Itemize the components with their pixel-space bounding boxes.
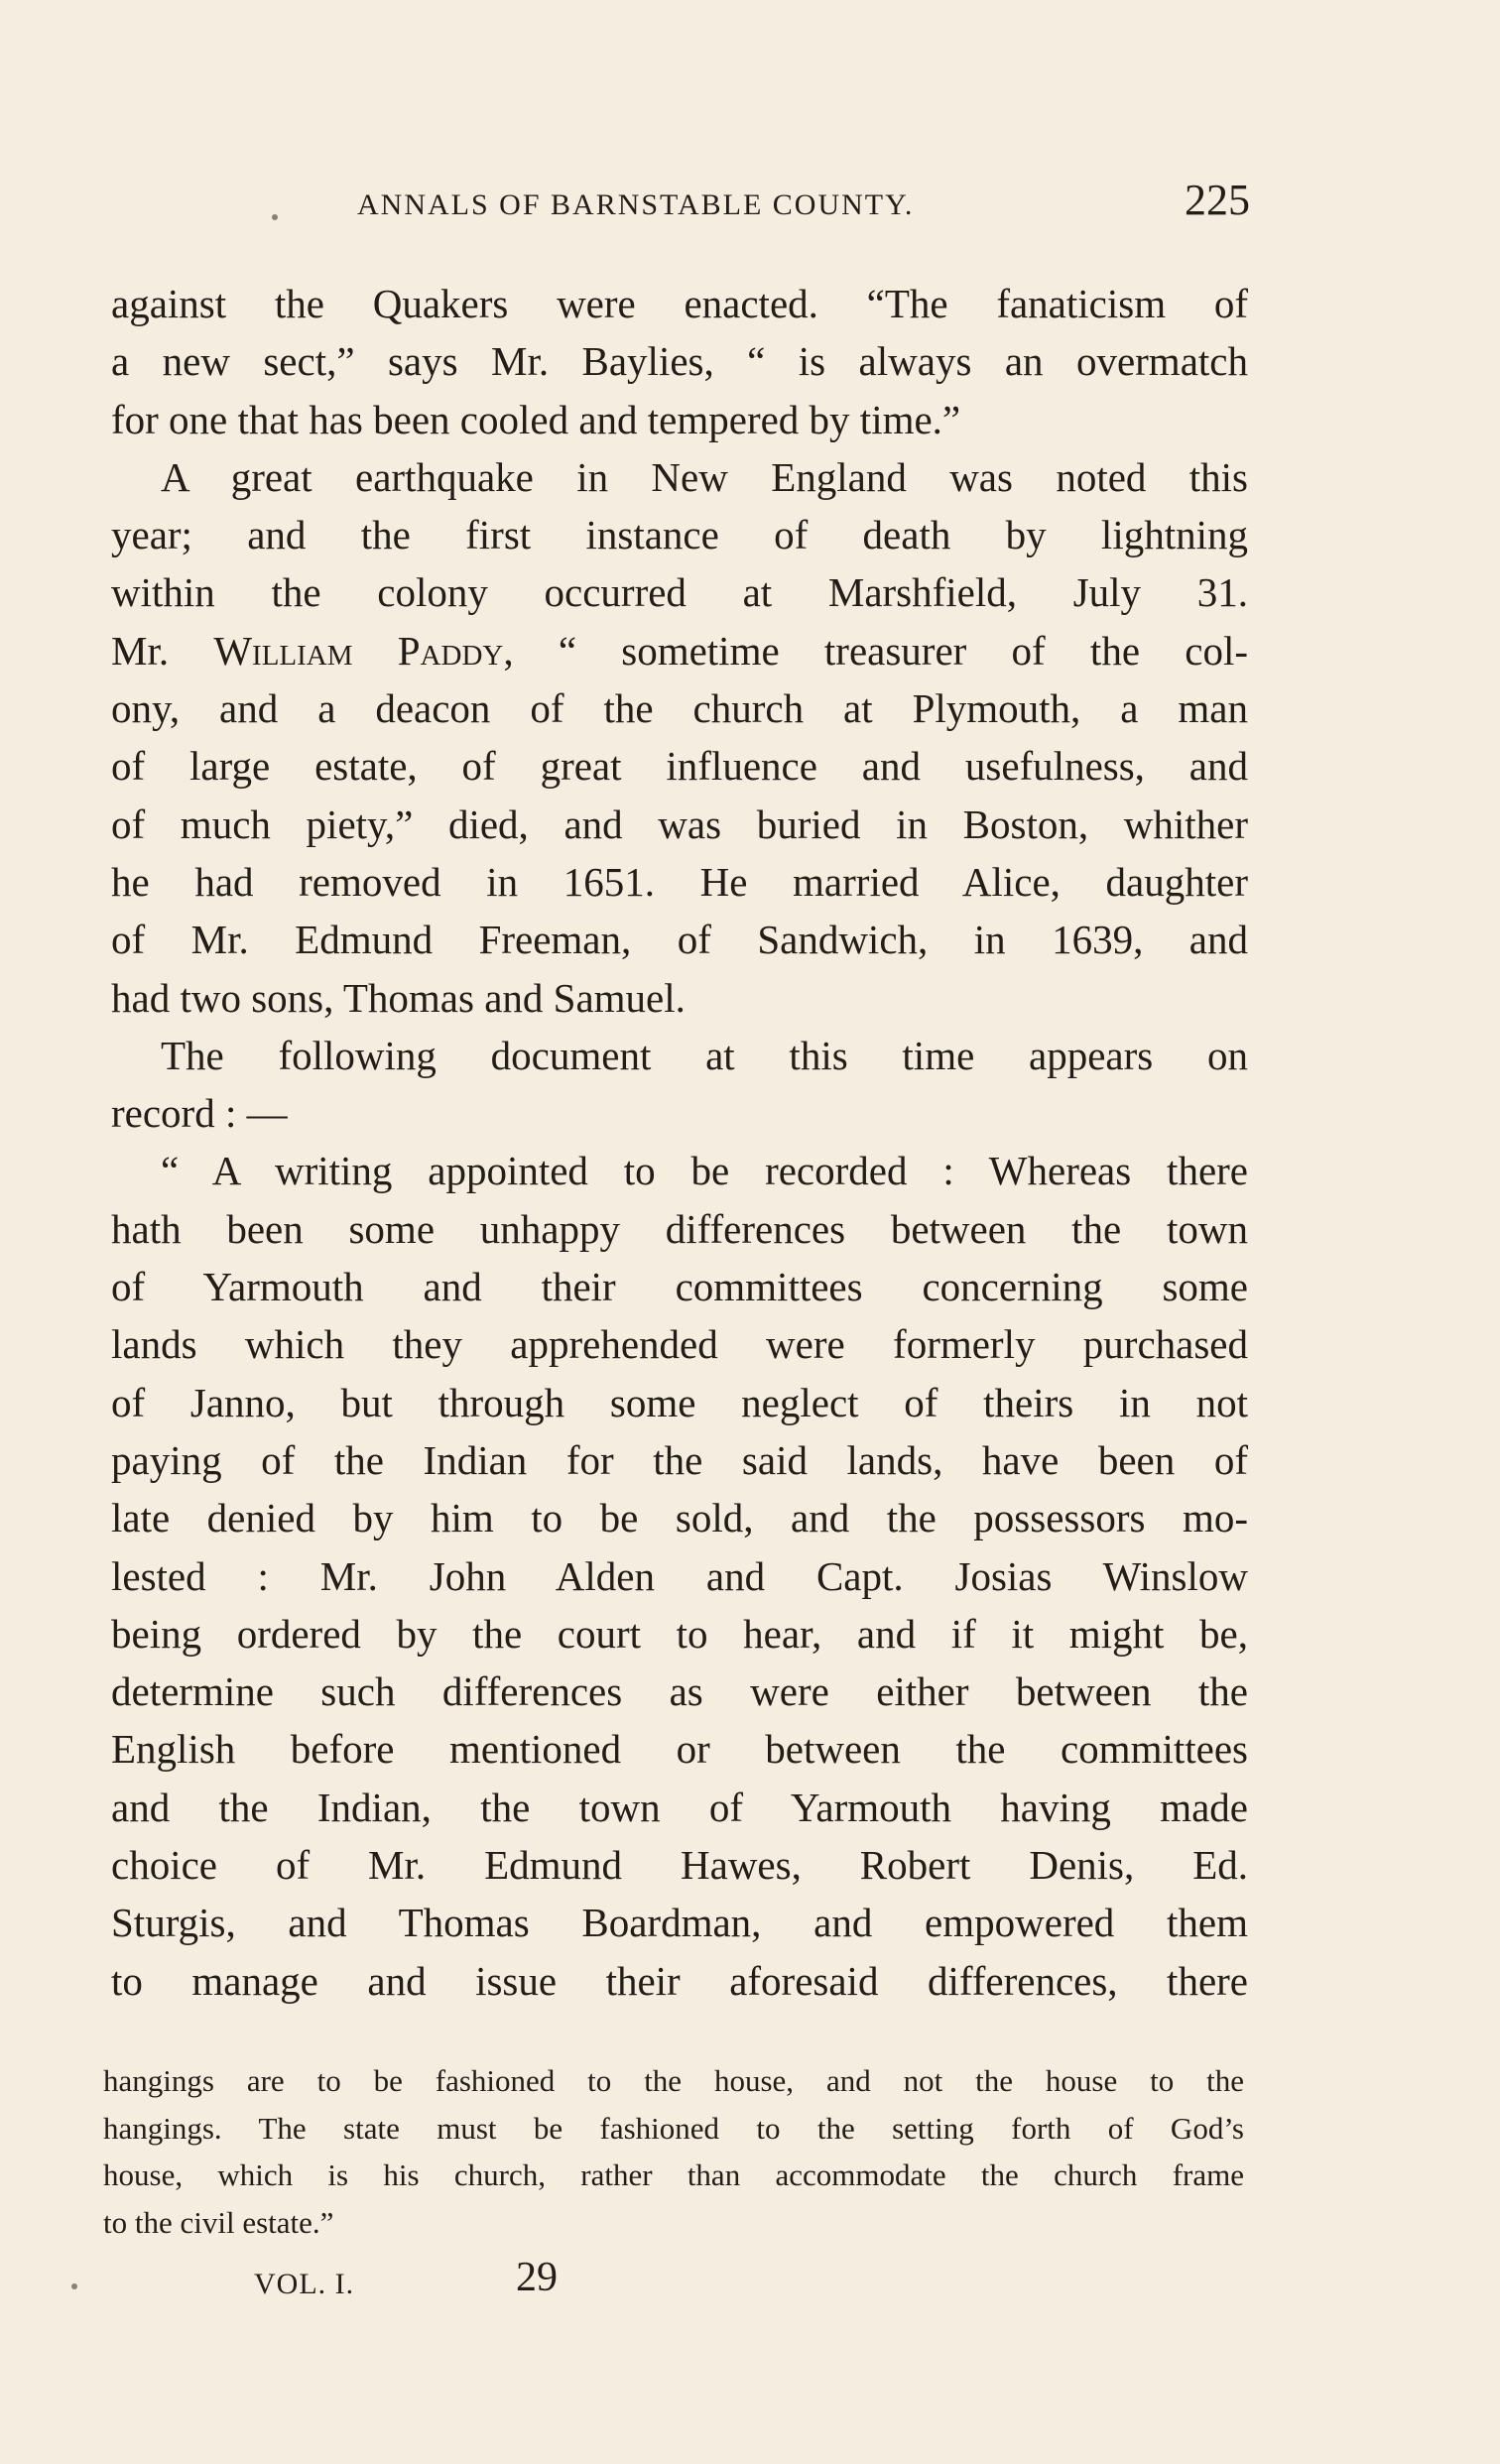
body-line: choice of Mr. Edmund Hawes, Robert Denis, Ed. xyxy=(111,1842,1248,1889)
body-line: of Yarmouth and their committees concerning some xyxy=(111,1264,1248,1310)
footnote-line: hangings are to be fashioned to the house, and not the house to the xyxy=(103,2063,1244,2098)
paddy-suffix: , “ sometime treasurer of the col- xyxy=(503,627,1248,674)
body-line: lested : Mr. John Alden and Capt. Josias Winslow xyxy=(111,1552,1248,1599)
signature-speck xyxy=(71,2283,77,2289)
footnote-line: to the civil estate.” xyxy=(103,2204,334,2240)
running-title: ANNALS OF BARNSTABLE COUNTY. xyxy=(357,188,915,221)
body-line: within the colony occurred at Marshfield, July 31. xyxy=(111,569,1248,616)
body-line: English before mentioned or between the committees xyxy=(111,1726,1248,1773)
body-line: being ordered by the court to hear, and if it might be, xyxy=(111,1610,1248,1657)
paddy-prefix: Mr. xyxy=(111,627,214,674)
body-line: had two sons, Thomas and Samuel. xyxy=(111,974,686,1021)
page-number: 225 xyxy=(1185,176,1250,224)
body-line: of Mr. Edmund Freeman, of Sandwich, in 1639, and xyxy=(111,917,1248,963)
main-text xyxy=(111,275,1248,2010)
body-line: year; and the first instance of death by lightning xyxy=(111,512,1248,558)
header-speck xyxy=(272,214,278,220)
body-line: ony, and a deacon of the church at Plymouth, a man xyxy=(111,685,1248,732)
running-head xyxy=(357,175,1250,234)
signature-mark xyxy=(254,2254,651,2313)
body-line: to manage and issue their aforesaid differences, there xyxy=(111,1957,1248,2004)
body-line: late denied by him to be sold, and the possessors mo- xyxy=(111,1495,1248,1541)
body-line: and the Indian, the town of Yarmouth having made xyxy=(111,1784,1248,1830)
body-line: The following document at this time appears on xyxy=(161,1032,1248,1078)
body-line: hath been some unhappy differences between the town xyxy=(111,1205,1248,1252)
body-line: paying of the Indian for the said lands, have been of xyxy=(111,1436,1248,1483)
body-line: A great earthquake in New England was noted this xyxy=(161,453,1248,500)
body-line: lands which they apprehended were formerly purchased xyxy=(111,1321,1248,1368)
signature-number: 29 xyxy=(516,2255,558,2300)
body-line: against the Quakers were enacted. “The fanaticism of xyxy=(111,281,1248,326)
footnote-line: hangings. The state must be fashioned to the setting forth of God’s xyxy=(103,2110,1244,2146)
body-line: Sturgis, and Thomas Boardman, and empowered them xyxy=(111,1900,1248,1946)
footnote-line: house, which is his church, rather than accommodate the church frame xyxy=(103,2157,1244,2192)
body-line: he had removed in 1651. He married Alice, daughter xyxy=(111,858,1248,905)
body-line: determine such differences as were either between the xyxy=(111,1668,1248,1715)
body-line-paddy xyxy=(111,622,1248,679)
body-line: for one that has been cooled and tempered by time.” xyxy=(111,396,961,442)
body-line: of much piety,” died, and was buried in Boston, whither xyxy=(111,801,1248,847)
body-line: a new sect,” says Mr. Baylies, “ is always an overmatch xyxy=(111,338,1248,385)
footnote xyxy=(103,2057,1244,2246)
body-line: of large estate, of great influence and usefulness, and xyxy=(111,743,1248,790)
volume-label: VOL. I. xyxy=(254,2268,355,2300)
body-line: of Janno, but through some neglect of theirs in not xyxy=(111,1379,1248,1425)
body-line: “ A writing appointed to be recorded : Whereas there xyxy=(161,1148,1248,1194)
paddy-name: William Paddy xyxy=(213,627,504,674)
body-line: record : — xyxy=(111,1090,288,1137)
